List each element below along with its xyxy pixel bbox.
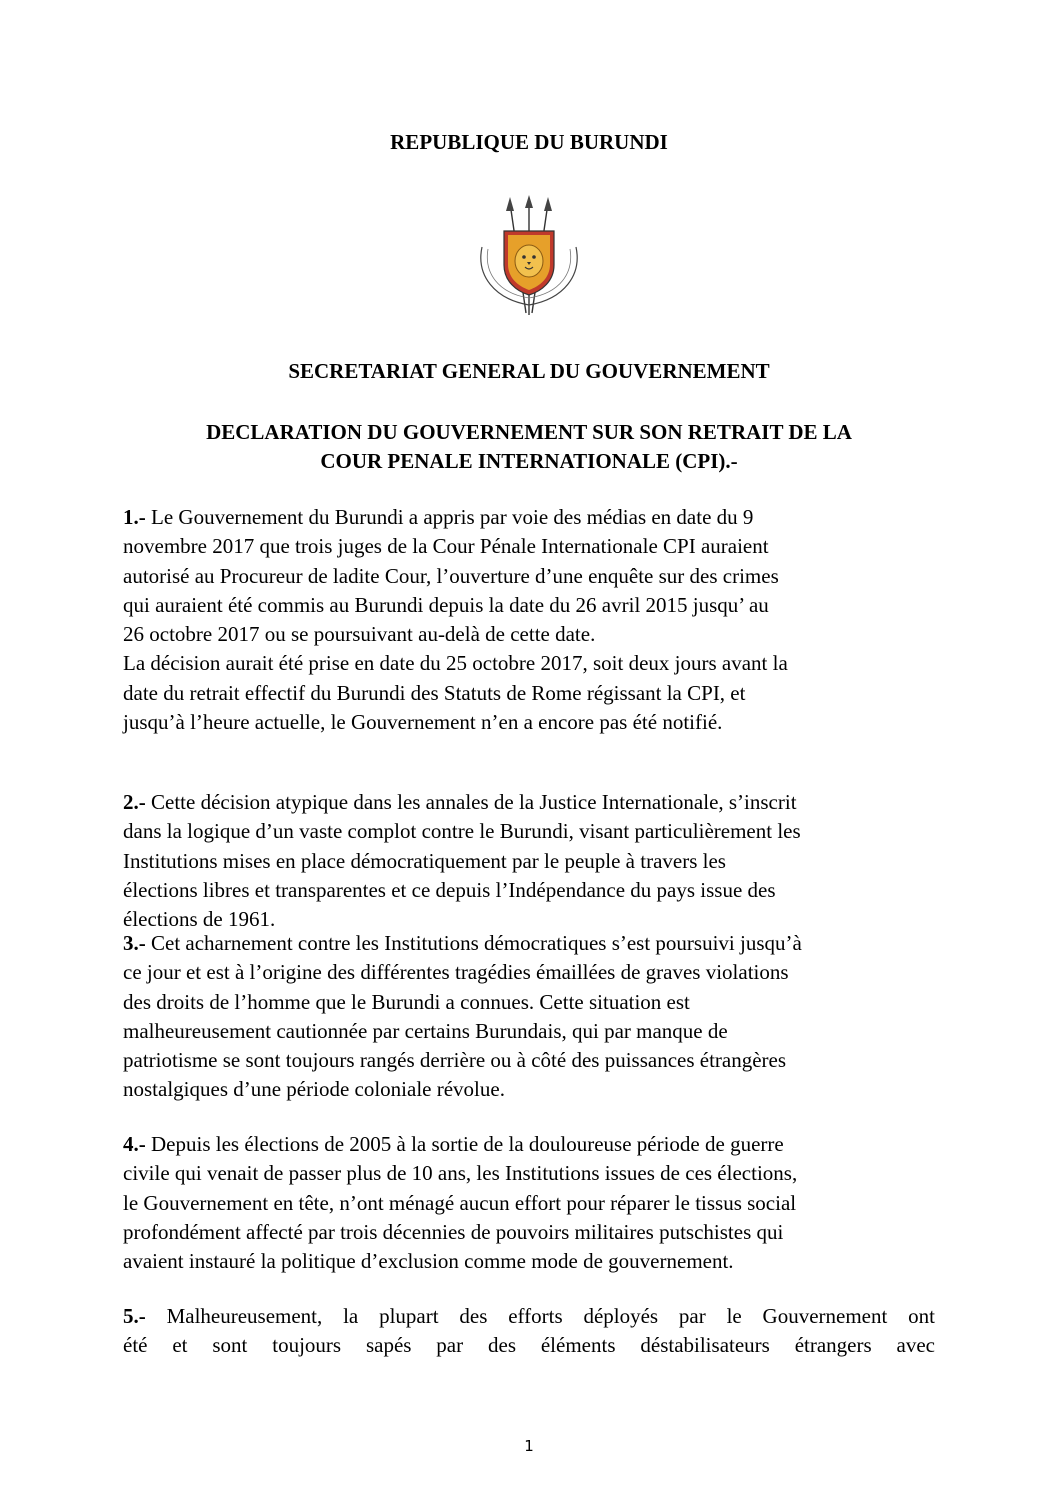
paragraph-text: Malheureusement, la plupart des efforts déployés par le Gouvernement ont (145, 1304, 935, 1328)
declaration-title (0, 418, 1058, 476)
paragraph-2 (123, 788, 935, 934)
paragraph-number: 3.- (123, 931, 146, 955)
paragraph-line: date du retrait effectif du Burundi des Statuts de Rome régissant la CPI, et (123, 680, 746, 705)
paragraph-line: patriotisme se sont toujours rangés derrière ou à côté des puissances étrangères (123, 1048, 787, 1073)
paragraph-line: 26 octobre 2017 ou se poursuivant au-delà de cette date. (123, 622, 596, 647)
paragraph-line: des droits de l’homme que le Burundi a connues. Cette situation est (123, 989, 690, 1014)
declaration-title-line2: COUR PENALE INTERNATIONALE (CPI).- (320, 449, 738, 473)
paragraph-number: 5.- (123, 1304, 146, 1328)
paragraph-text: Le Gouvernement du Burundi a appris par voie des médias en date du 9 (145, 505, 754, 529)
paragraph-line: profondément affecté par trois décennies de pouvoirs militaires putschistes qui (123, 1219, 784, 1244)
page-number: 1 (524, 1437, 534, 1455)
paragraph-line: malheureusement cautionnée par certains Burundais, qui par manque de (123, 1018, 728, 1043)
republic-heading: REPUBLIQUE DU BURUNDI (390, 130, 668, 154)
paragraph-line: dans la logique d’un vaste complot contre le Burundi, visant particulièrement les (123, 819, 801, 844)
paragraph-line (123, 788, 935, 817)
paragraph-line: novembre 2017 que trois juges de la Cour Pénale Internationale CPI auraient (123, 534, 769, 559)
paragraph-text: Cet acharnement contre les Institutions démocratiques s’est poursuivi jusqu’à (145, 931, 802, 955)
paragraph-line: le Gouvernement en tête, n’ont ménagé aucun effort pour réparer le tissus social (123, 1190, 797, 1215)
paragraph-line: élections libres et transparentes et ce depuis l’Indépendance du pays issue des (123, 877, 776, 902)
paragraph-5 (123, 1302, 935, 1361)
paragraph-line (123, 929, 935, 958)
paragraph-3 (123, 929, 935, 1105)
paragraph-line: La décision aurait été prise en date du 25 octobre 2017, soit deux jours avant la (123, 651, 788, 676)
paragraph-text: Cette décision atypique dans les annales de la Justice Internationale, s’inscrit (145, 790, 797, 814)
paragraph-line: jusqu’à l’heure actuelle, le Gouvernement n’en a encore pas été notifié. (123, 710, 723, 735)
paragraph-line: nostalgiques d’une période coloniale révolue. (123, 1077, 505, 1102)
paragraph-number: 1.- (123, 505, 146, 529)
paragraph-1 (123, 503, 935, 737)
coat-of-arms-emblem (470, 195, 588, 323)
paragraph-number: 4.- (123, 1132, 146, 1156)
paragraph-line (123, 1130, 935, 1159)
paragraph-line (123, 503, 935, 532)
paragraph-line: Institutions mises en place démocratiquement par le peuple à travers les (123, 848, 726, 873)
paragraph-line: élections de 1961. (123, 907, 276, 932)
paragraph-line: qui auraient été commis au Burundi depuis la date du 26 avril 2015 jusqu’ au (123, 592, 769, 617)
paragraph-line: avaient instauré la politique d’exclusion comme mode de gouvernement. (123, 1249, 734, 1274)
coat-of-arms-icon (470, 195, 588, 323)
paragraph-line (123, 1302, 935, 1331)
declaration-title-line1: DECLARATION DU GOUVERNEMENT SUR SON RETRAIT DE LA (206, 420, 852, 444)
paragraph-number: 2.- (123, 790, 146, 814)
paragraph-line: civile qui venait de passer plus de 10 ans, les Institutions issues de ces élections, (123, 1161, 798, 1186)
paragraph-line: autorisé au Procureur de ladite Cour, l’ouverture d’une enquête sur des crimes (123, 563, 779, 588)
paragraph-line: ce jour et est à l’origine des différentes tragédies émaillées de graves violations (123, 960, 789, 985)
secretariat-heading: SECRETARIAT GENERAL DU GOUVERNEMENT (288, 359, 770, 383)
paragraph-line: été et sont toujours sapés par des éléments déstabilisateurs étrangers avec (123, 1333, 935, 1358)
paragraph-4 (123, 1130, 935, 1276)
paragraph-text: Depuis les élections de 2005 à la sortie de la douloureuse période de guerre (145, 1132, 784, 1156)
